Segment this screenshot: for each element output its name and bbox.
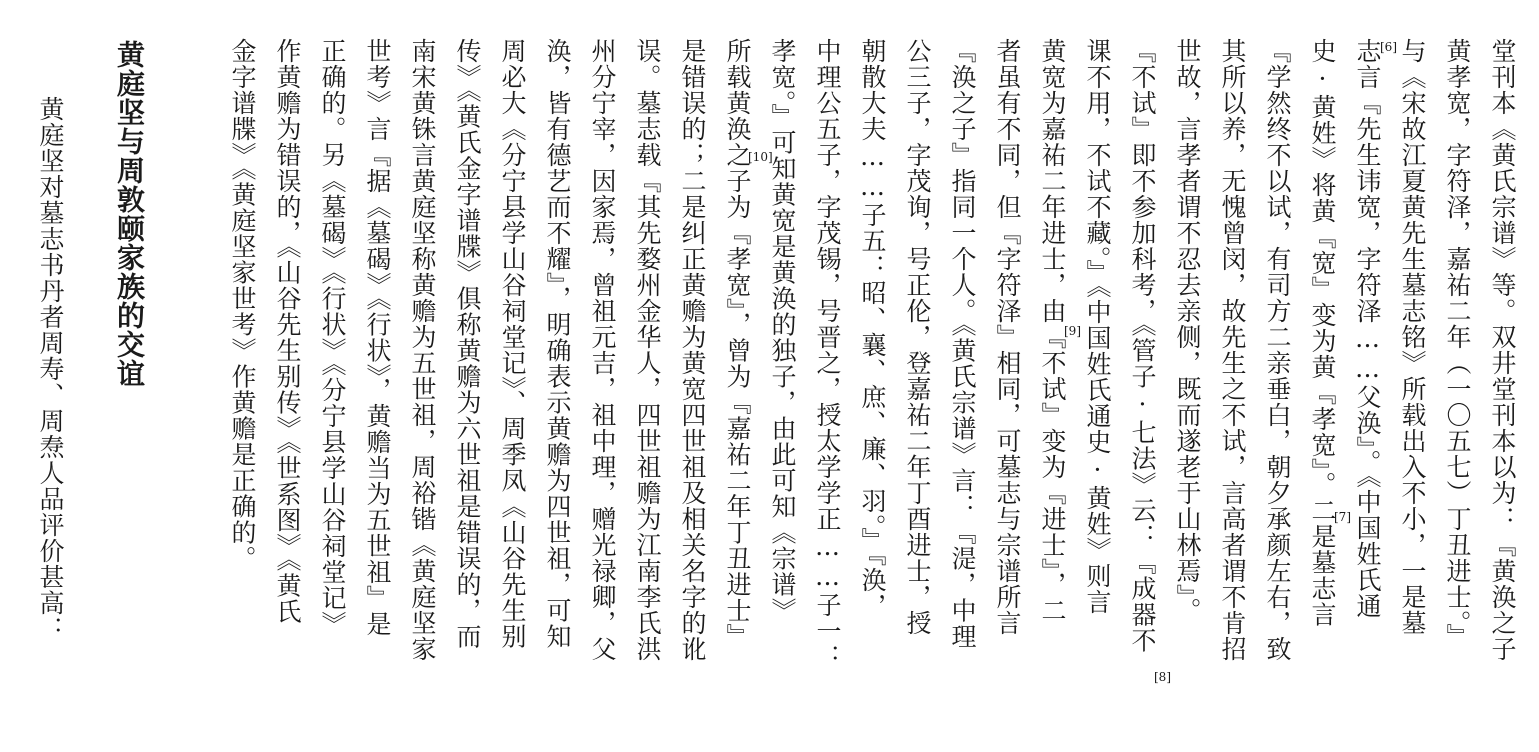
text-column: 黄宽为嘉祐二年进士，由『不试』变为『进士』，二 (1038, 38, 1067, 624)
text-column: 其所以养，无愧曾闵，故先生之不试，言高者谓不肯招 (1218, 38, 1247, 662)
text-column: 堂刊本《黄氏宗谱》等。双井堂刊本以为：『黄涣之子 (1488, 38, 1517, 662)
text-column: 传》《黄氏金字谱牒》俱称黄赡为六世祖是错误的，而 (453, 38, 482, 650)
text-column: 朝散大夫……子五：昭、襄、庶、廉、羽。』『涣， (858, 38, 887, 619)
footnote-marker: [10] (748, 150, 773, 164)
text-column: 『学然终不以试，有司方二亲垂白，朝夕承颜左右，致 (1263, 38, 1292, 662)
section-intro-line: 黄庭坚对墓志书丹者周寿、周焘人品评价甚高： (36, 96, 65, 642)
text-column: 孝宽。』可知黄宽是黄涣的独子，由此可知《宗谱》 (768, 38, 797, 624)
text-column: 是错误的；二是纠正黄赡为黄宽四世祖及相关名字的讹 (678, 38, 707, 662)
text-column: 黄孝宽，字符泽，嘉祐二年（一〇五七）丁丑进士。』 (1443, 38, 1472, 650)
text-column: 误。墓志载『其先婺州金华人，四世祖赡为江南李氏洪 (633, 38, 662, 662)
section-heading: 黄庭坚与周敦颐家族的交谊 (113, 40, 146, 388)
text-column: 史·黄姓》将黄『宽』变为黄『孝宽』。二是墓志言 (1308, 38, 1337, 628)
footnote-marker: [8] (1154, 670, 1171, 684)
text-column: 志言『先生讳宽，字符泽……父涣』。《中国姓氏通 (1353, 38, 1382, 619)
text-column: 『涣之子』指同一个人。《黄氏宗谱》言：『湜，中理 (948, 38, 977, 650)
footnote-marker: [9] (1064, 324, 1081, 338)
text-column: 正确的。另《墓碣》《行状》《分宁县学山谷祠堂记》 (318, 38, 347, 637)
text-column: 『不试』即不参加科考，《管子·七法》云：『成器不 (1128, 38, 1157, 654)
text-column: 所载黄涣之子为『孝宽』，曾为『嘉祐二年丁丑进士』 (723, 38, 752, 650)
text-column: 涣，皆有德艺而不耀』，明确表示黄赡为四世祖，可知 (543, 38, 572, 650)
text-column: 与《宋故江夏黄先生墓志铭》所载出入不小，一是墓 (1398, 38, 1427, 636)
text-column: 者虽有不同，但『字符泽』相同，可墓志与宗谱所言 (993, 38, 1022, 636)
text-column: 公三子，字茂询，号正伦，登嘉祐二年丁酉进士，授 (903, 38, 932, 636)
text-column: 南宋黄铢言黄庭坚称黄赡为五世祖，周裕锴《黄庭坚家 (408, 38, 437, 662)
text-column: 州分宁宰，因家焉，曾祖元吉，祖中理，赠光禄卿，父 (588, 38, 617, 662)
text-column: 周必大《分宁县学山谷祠堂记》、周季凤《山谷先生别 (498, 38, 527, 650)
footnote-marker: [6] (1380, 40, 1397, 54)
text-column: 课不用，不试不藏。』《中国姓氏通史·黄姓》则言 (1083, 38, 1112, 615)
text-column: 世考》言『据《墓碣》《行状》，黄赡当为五世祖』是 (363, 38, 392, 637)
text-column: 金字谱牒》《黄庭坚家世考》作黄赡是正确的。 (228, 38, 257, 572)
text-column: 作黄赡为错误的，《山谷先生别传》《世系图》《黄氏 (273, 38, 302, 625)
text-column: 中理公五子，字茂锡，号晋之，授太学学正……子一： (813, 38, 842, 670)
text-column: 世故，言孝者谓不忍去亲侧，既而遂老于山林焉』。 (1173, 38, 1202, 624)
footnote-marker: [7] (1334, 510, 1351, 524)
